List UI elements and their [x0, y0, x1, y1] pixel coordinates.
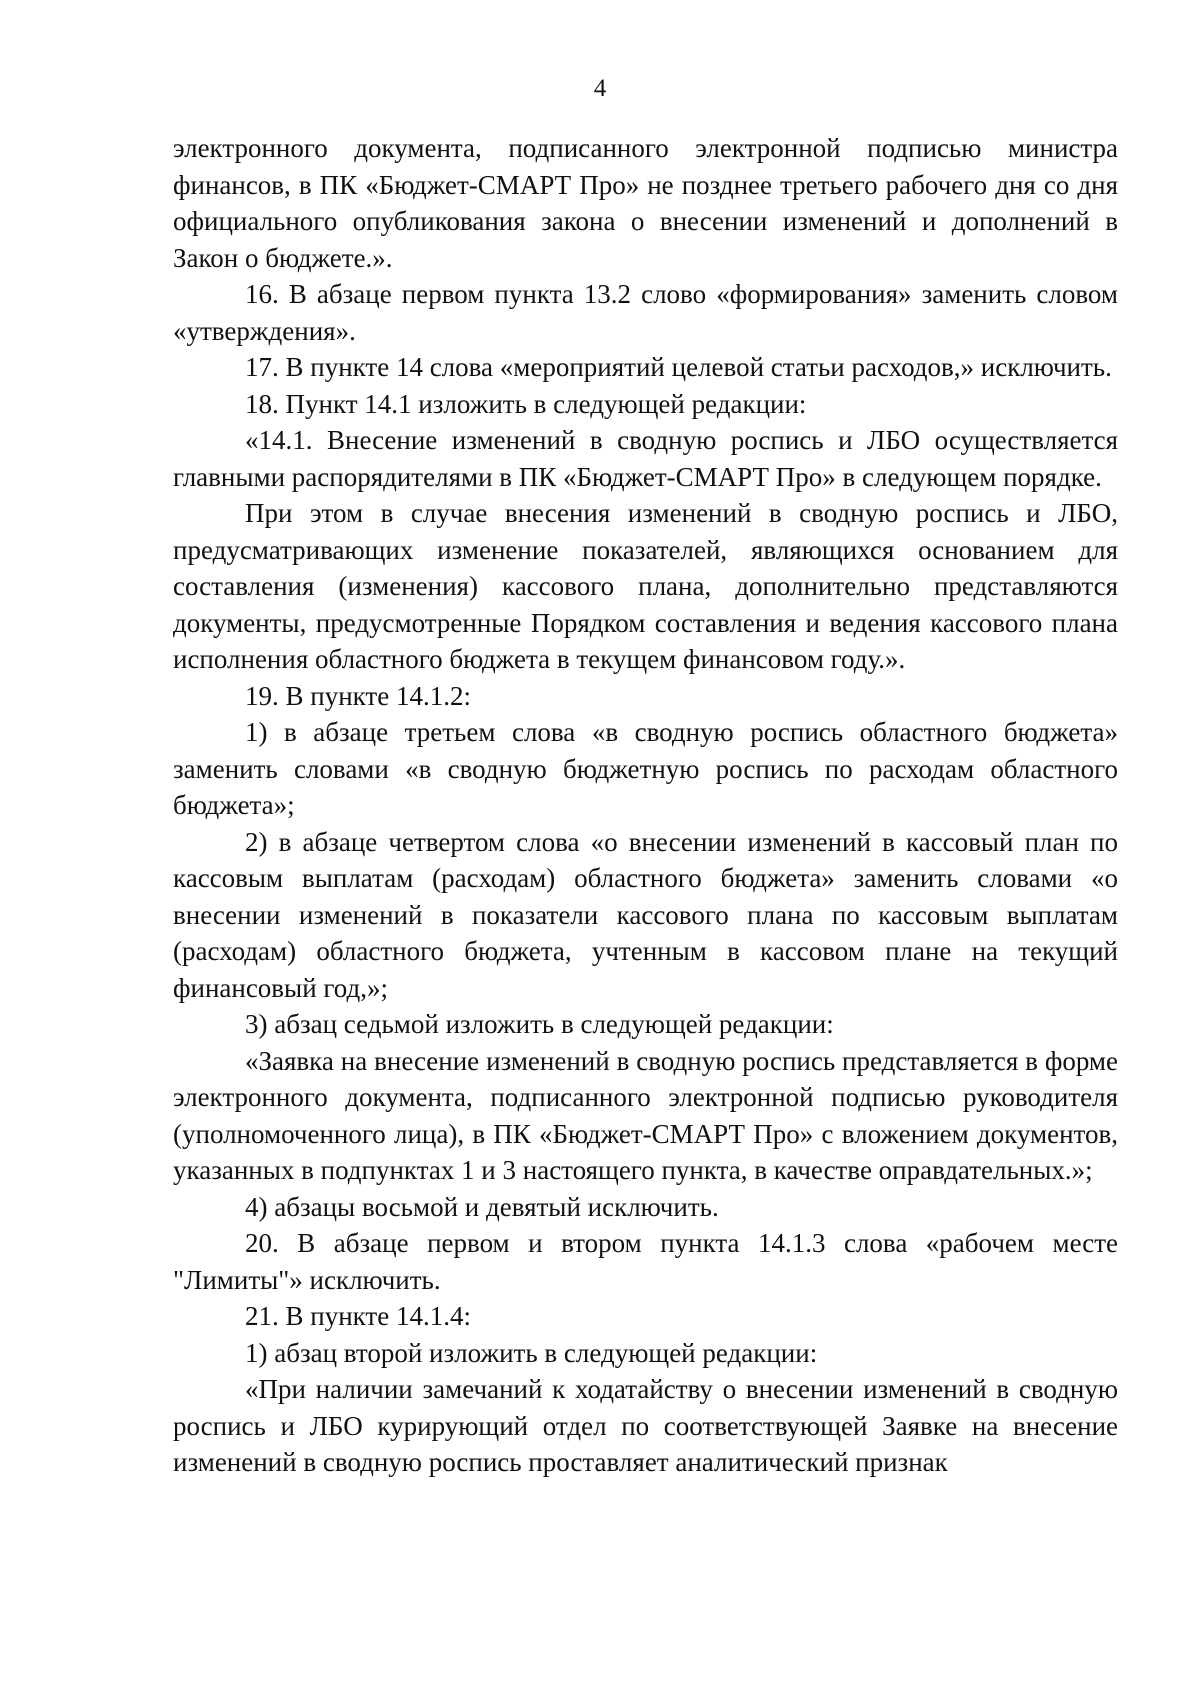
paragraph-quote-remarks: «При наличии замечаний к ходатайству о внесении изменений в сводную роспись и ЛБО курирующий отдел по соответствующей Заявке на внесение изменений в сводную роспись проставляет аналитический признак: [173, 1374, 1118, 1477]
page-number: 4: [593, 75, 607, 102]
document-body: [173, 130, 1118, 1481]
paragraph-subitem-21-1: 1) абзац второй изложить в следующей редакции:: [245, 1337, 818, 1368]
paragraph-continuation: электронного документа, подписанного электронной подписью министра финансов, в ПК «Бюджет-СМАРТ Про» не позднее третьего рабочего дня со дня официального опубликования закона о внесении изменений и дополнений в Закон о бюджете.».: [173, 133, 1118, 273]
paragraph-subitem-19-4: 4) абзацы восьмой и девятый исключить.: [245, 1191, 719, 1222]
paragraph-quote-continued: При этом в случае внесения изменений в сводную роспись и ЛБО, предусматривающих изменение показателей, являющихся основанием для составления (изменения) кассового плана, дополнительно представляются документы, предусмотренные Порядком составления и ведения кассового плана исполнения областного бюджета в текущем финансовом году.».: [173, 498, 1118, 674]
paragraph-quote-14-1: «14.1. Внесение изменений в сводную роспись и ЛБО осуществляется главными распорядителями в ПК «Бюджет-СМАРТ Про» в следующем порядке.: [173, 425, 1118, 492]
paragraph-item-16: 16. В абзаце первом пункта 13.2 слово «формирования» заменить словом «утверждения».: [173, 279, 1118, 346]
paragraph-subitem-19-2: 2) в абзаце четвертом слова «о внесении изменений в кассовый план по кассовым выплатам (расходам) областного бюджета» заменить словами «о внесении изменений в показатели кассового плана по кассовым выплатам (расходам) областного бюджета, учтенным в кассовом плане на текущий финансовый год,»;: [173, 826, 1118, 1003]
paragraph-item-17: 17. В пункте 14 слова «мероприятий целевой статьи расходов,» исключить.: [245, 352, 1112, 382]
paragraph-item-21: 21. В пункте 14.1.4:: [245, 1301, 471, 1331]
paragraph-quote-request: «Заявка на внесение изменений в сводную роспись представляется в форме электронного документа, подписанного электронной подписью руководителя (уполномоченного лица), в ПК «Бюджет-СМАРТ Про» с вложением документов, указанных в подпунктах 1 и 3 настоящего пункта, в качестве оправдательных.»;: [173, 1045, 1118, 1185]
paragraph-item-20: 20. В абзаце первом и втором пункта 14.1.3 слова «рабочем месте "Лимиты"» исключить.: [173, 1228, 1118, 1295]
paragraph-item-19: 19. В пункте 14.1.2:: [245, 680, 471, 711]
paragraph-subitem-19-1: 1) в абзаце третьем слова «в сводную роспись областного бюджета» заменить словами «в сводную бюджетную роспись по расходам областного бюджета»;: [173, 717, 1118, 820]
paragraph-item-18: 18. Пункт 14.1 изложить в следующей редакции:: [245, 388, 807, 419]
paragraph-subitem-19-3: 3) абзац седьмой изложить в следующей редакции:: [245, 1009, 834, 1039]
